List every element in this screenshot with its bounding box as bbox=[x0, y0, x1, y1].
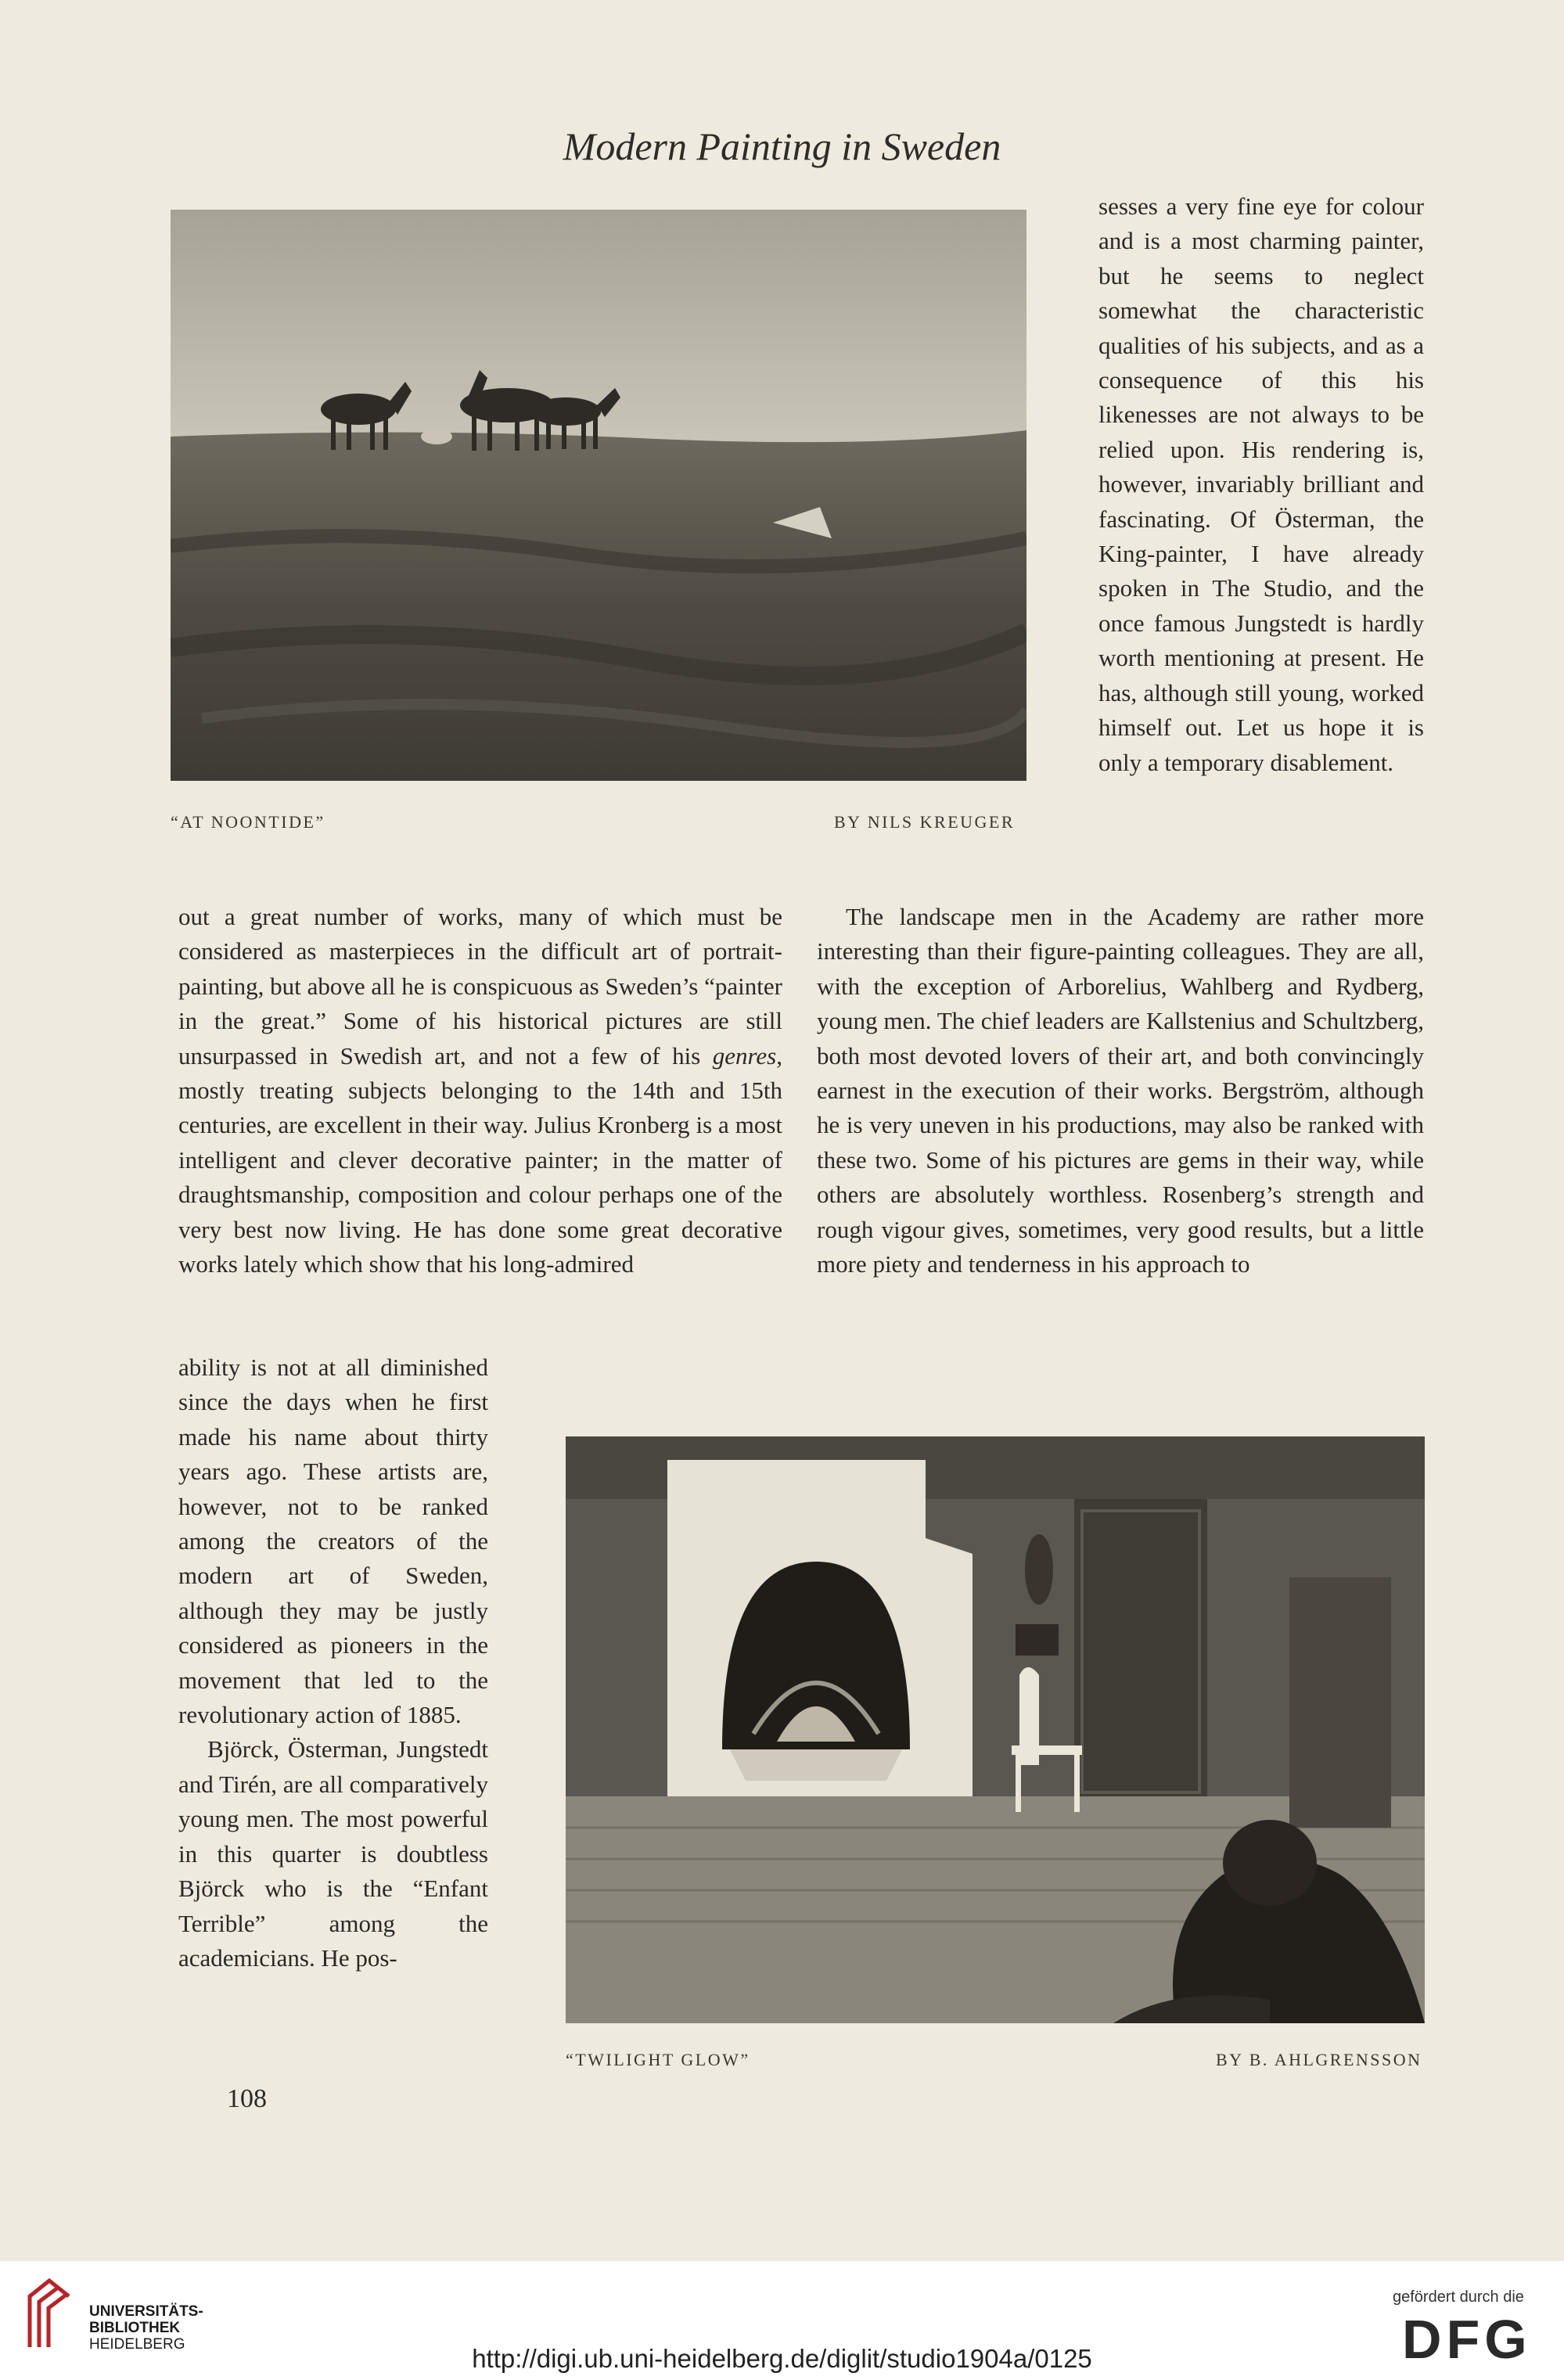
text-column-right-middle bbox=[817, 900, 1424, 1282]
text-column-right-top bbox=[1098, 189, 1424, 780]
plate1-caption-title: “AT NOONTIDE” bbox=[171, 812, 325, 832]
plate2-caption-artist: BY B. AHLGRENSSON bbox=[1216, 2050, 1422, 2069]
library-logo-icon bbox=[22, 2277, 77, 2351]
text-column-left-bottom bbox=[178, 1350, 488, 1976]
plate2-caption-title: “TWILIGHT GLOW” bbox=[566, 2050, 750, 2069]
permalink-url[interactable]: http://digi.ub.uni-heidelberg.de/diglit/studio1904a/0125 bbox=[472, 2344, 1092, 2373]
paragraph: The landscape men in the Academy are rather more interesting than their figure-painting colleagues. They are all, with the exception of Arborelius, Wahlberg and Rydberg, young men. The chief leaders are Kallstenius and Schultzberg, both most devoted lovers of their art, and both convincingly earnest in the execution of their works. Bergström, although he is very uneven in his productions, may also be ranked with these two. Some of his pictures are gems in their way, while others are absolutely worthless. Rosenberg’s strength and rough vigour gives, sometimes, very good results, but a little more piety and tenderness in his approach to bbox=[817, 903, 1424, 1278]
landscape-horses-image bbox=[171, 210, 1026, 781]
paragraph: out a great number of works, many of which must be considered as masterpieces in the difficult art of portrait-painting, but above all he is conspicuous as Sweden’s “painter in the great.” Some of his historical pictures are still unsurpassed in Swedish art, and not a few of his genres, mostly treating subjects belonging to the 14th and 15th centuries, are excellent in their way. Julius Kronberg is a most intelligent and clever decorative painter; in the matter of draughtsmanship, composition and colour perhaps one of the very best now living. He has done some great decorative works lately which show that his long-admired bbox=[178, 903, 782, 1278]
library-name: UNIVERSITÄTS- BIBLIOTHEK HEIDELBERG bbox=[89, 2303, 203, 2353]
plate-twilight-glow bbox=[566, 1436, 1425, 2023]
page-number: 108 bbox=[227, 2084, 267, 2113]
paragraph: sesses a very fine eye for colour and is a most charming painter, but he seems to neglect somewhat the characteristic qualities of his subjects, and as a consequence of this his likenesses are not always to be relied upon. His rendering is, however, invariably brilliant and fascinating. Of Österman, the King-painter, I have already spoken in The Studio, and the once famous Jungstedt is hardly worth mentioning at present. He has, although still young, worked himself out. Let us hope it is only a temporary disablement. bbox=[1098, 192, 1424, 776]
dfg-logo: DFG bbox=[1402, 2309, 1532, 2370]
interior-fireplace-image bbox=[566, 1436, 1425, 2023]
paragraph: Björck, Österman, Jungstedt and Tirén, are all comparatively young men. The most powerful in this quarter is doubtless Björck who is the “Enfant Terrible” among the academicians. He pos- bbox=[178, 1735, 488, 1972]
plate-at-noontide bbox=[171, 210, 1026, 781]
plate1-caption-artist: BY NILS KREUGER bbox=[834, 812, 1016, 832]
running-title: Modern Painting in Sweden bbox=[563, 124, 1001, 168]
text-column-left-middle bbox=[178, 900, 782, 1282]
funded-by-label: gefördert durch die bbox=[1393, 2288, 1524, 2306]
paragraph: ability is not at all diminished since the days when he first made his name about thirty years ago. These artists are, however, not to be ranked among the creators of the modern art of Sweden, although they may be justly considered as pioneers in the movement that led to the revolutionary action of 1885. bbox=[178, 1354, 488, 1729]
